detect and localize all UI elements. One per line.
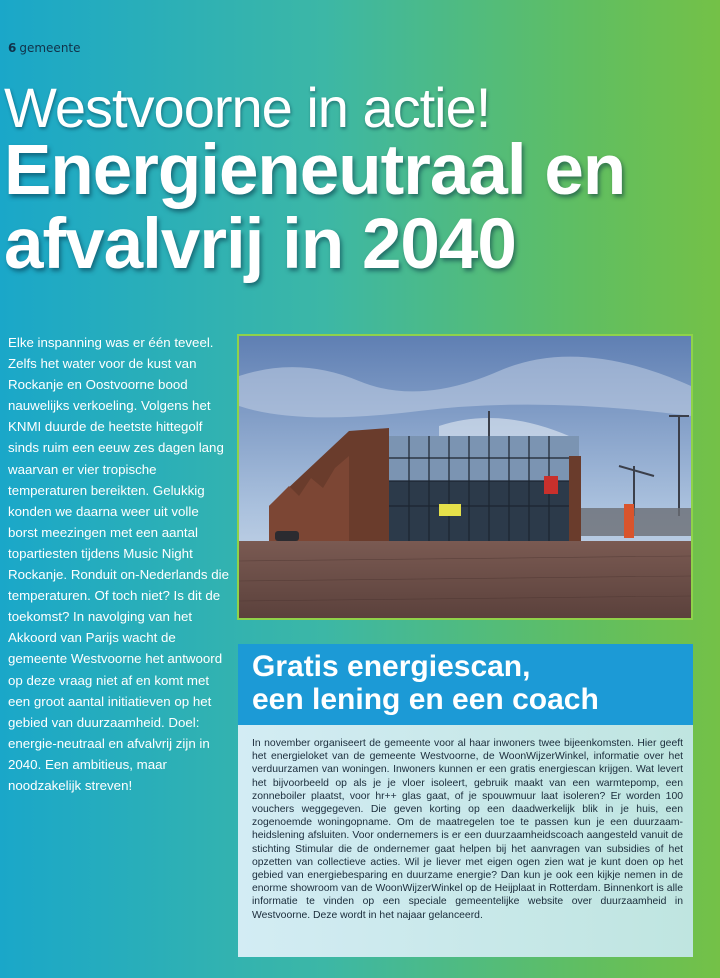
box-body-text: In november organiseert de gemeente voor al haar inwoners twee bijeenkomsten. Hier geeft het energieloket van de gemeente Westvoorne, de WoonWijzerWinkel, informatie over het verduurzamen van woningen. Inwoners kunnen er een gratis energiescan krijgen. Wat levert het bijvoorbeeld op als je je vloer isoleert, gebruik maakt van een warmtepomp, een zonneboiler plaatst, voor hr++ glas gaat, of je spouwmuur laat isoleren? Er worden 100 vouchers weggegeven. Die geven korting op een daadwerkelijk blik in je huis, een zogenoemde woningopname. Om de maatregelen toe te passen kun je een duurzaam-heidslening afsluiten. Voor ondernemers is er een duurzaamheidscoach aangesteld vanuit de stichting Stimular die de ondernemer gaat helpen bij het aanvragen van subsidies of het opzetten van collectieve acties. Wil je liever met eigen ogen zien wat je kunt doen op het gebied van energiebesparing en duurzame energie? Dan kun je ook een kijkje nemen in de enorme showroom van de WoonWijzerWinkel op de Heijplaat in Rotterdam. Binnenkort is alle informatie te vinden op een speciale gemeentelijke website over duurzaamheid in Westvoorne. Deze wordt in het najaar gelanceerd.: [252, 738, 683, 921]
box-body: [238, 725, 693, 957]
box-title: [238, 644, 693, 725]
intro-text: Elke inspanning was er één teveel. Zelfs het water voor de kust van Rockanje en Oostvoorne bood nauwelijks verkoeling. Volgens het KNMI duurde de heetste hittegolf sinds ruim een eeuw zes dagen lang waarvan er vier tropische temperaturen bereikten. Gelukkig konden we daarna weer uit volle borst meezingen met een aantal topartiesten tijdens Music Night Rockanje. Ronduit on-Nederlands die temperaturen. Of toch niet? Is dit de toekomst? In navolging van het Akkoord van Parijs wacht de gemeente Westvoorne het antwoord op deze vraag niet af en komt met een groot aantal initiatieven op het gebied van duurzaamheid. Doel: energie-neutraal en afvalvrij zijn in 2040. Een ambitieus, maar noodzakelijk streven!: [8, 335, 230, 793]
page-label: [8, 41, 81, 55]
section-name: gemeente: [19, 41, 81, 55]
box-title-line1: Gratis energiescan,: [252, 650, 531, 683]
page-title: Energieneutraal en afvalvrij in 2040: [4, 131, 626, 284]
building-photo: [237, 334, 693, 620]
photo-illustration: [239, 336, 691, 618]
headline-kicker: Westvoorne in actie!: [4, 76, 491, 139]
page-number: 6: [8, 41, 17, 55]
box-title-line2: een lening en een coach: [252, 683, 599, 716]
